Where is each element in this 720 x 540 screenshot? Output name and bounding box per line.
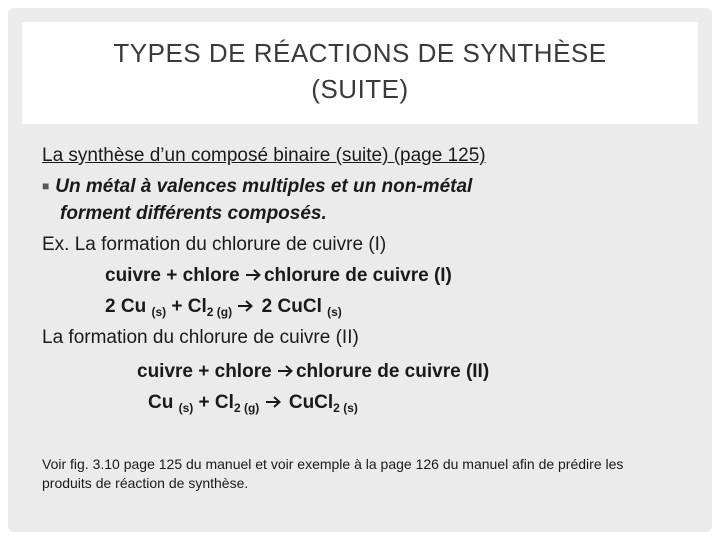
eq1-reactant-cl: + Cl	[166, 296, 207, 317]
right-arrow-icon	[265, 395, 282, 409]
eq1-reactant-cu: 2 Cu	[105, 296, 152, 317]
right-arrow-icon	[245, 268, 262, 282]
example-1-chemical-equation	[105, 296, 342, 319]
bullet-text-1: Un métal à valences multiples et un non-métal	[55, 176, 473, 197]
eq2-product: CuCl	[283, 392, 334, 413]
example-1-word-equation	[105, 265, 452, 287]
example-2-chemical-equation	[148, 392, 358, 415]
eq2-reactant-cu: Cu	[148, 392, 179, 413]
eq2-reactant-cl: + Cl	[193, 392, 234, 413]
example-2-intro: La formation du chlorure de cuivre (II)	[42, 327, 359, 348]
eq2-state-g: (g)	[240, 401, 260, 415]
example-1-product: chlorure de cuivre (I)	[263, 265, 452, 286]
eq1-product-state: (s)	[327, 305, 342, 319]
bullet-text-2: forment différents composés.	[60, 203, 327, 224]
footnote: Voir fig. 3.10 page 125 du manuel et voir exemple à la page 126 du manuel afin de prédire les produits de réaction de synthèse.	[42, 456, 624, 491]
slide-title-line-1: TYPES DE RÉACTIONS DE SYNTHÈSE	[113, 38, 607, 68]
right-arrow-icon	[277, 364, 294, 378]
eq1-state-g: (g)	[213, 305, 233, 319]
eq2-product-subscript: 2	[333, 401, 340, 415]
eq1-product: 2 CuCl	[256, 296, 328, 317]
section-heading: La synthèse d’un composé binaire (suite) (page 125)	[42, 145, 486, 166]
bullet-item	[42, 176, 472, 198]
example-1-intro: Ex. La formation du chlorure de cuivre (I)	[42, 234, 387, 255]
eq1-cl-subscript: 2	[206, 305, 214, 319]
slide-title-line-2: (SUITE)	[311, 74, 409, 104]
square-bullet-icon: ■	[42, 179, 50, 193]
example-2-reactants: cuivre + chlore	[137, 361, 277, 382]
eq2-product-state: (s)	[339, 401, 358, 415]
example-1-reactants: cuivre + chlore	[105, 265, 245, 286]
eq2-cl-subscript: 2	[233, 401, 241, 415]
eq2-state-s: (s)	[178, 401, 194, 415]
example-2-product: chlorure de cuivre (II)	[295, 361, 490, 382]
right-arrow-icon	[237, 299, 254, 313]
example-2-word-equation	[137, 361, 489, 383]
eq1-state-s: (s)	[151, 305, 167, 319]
